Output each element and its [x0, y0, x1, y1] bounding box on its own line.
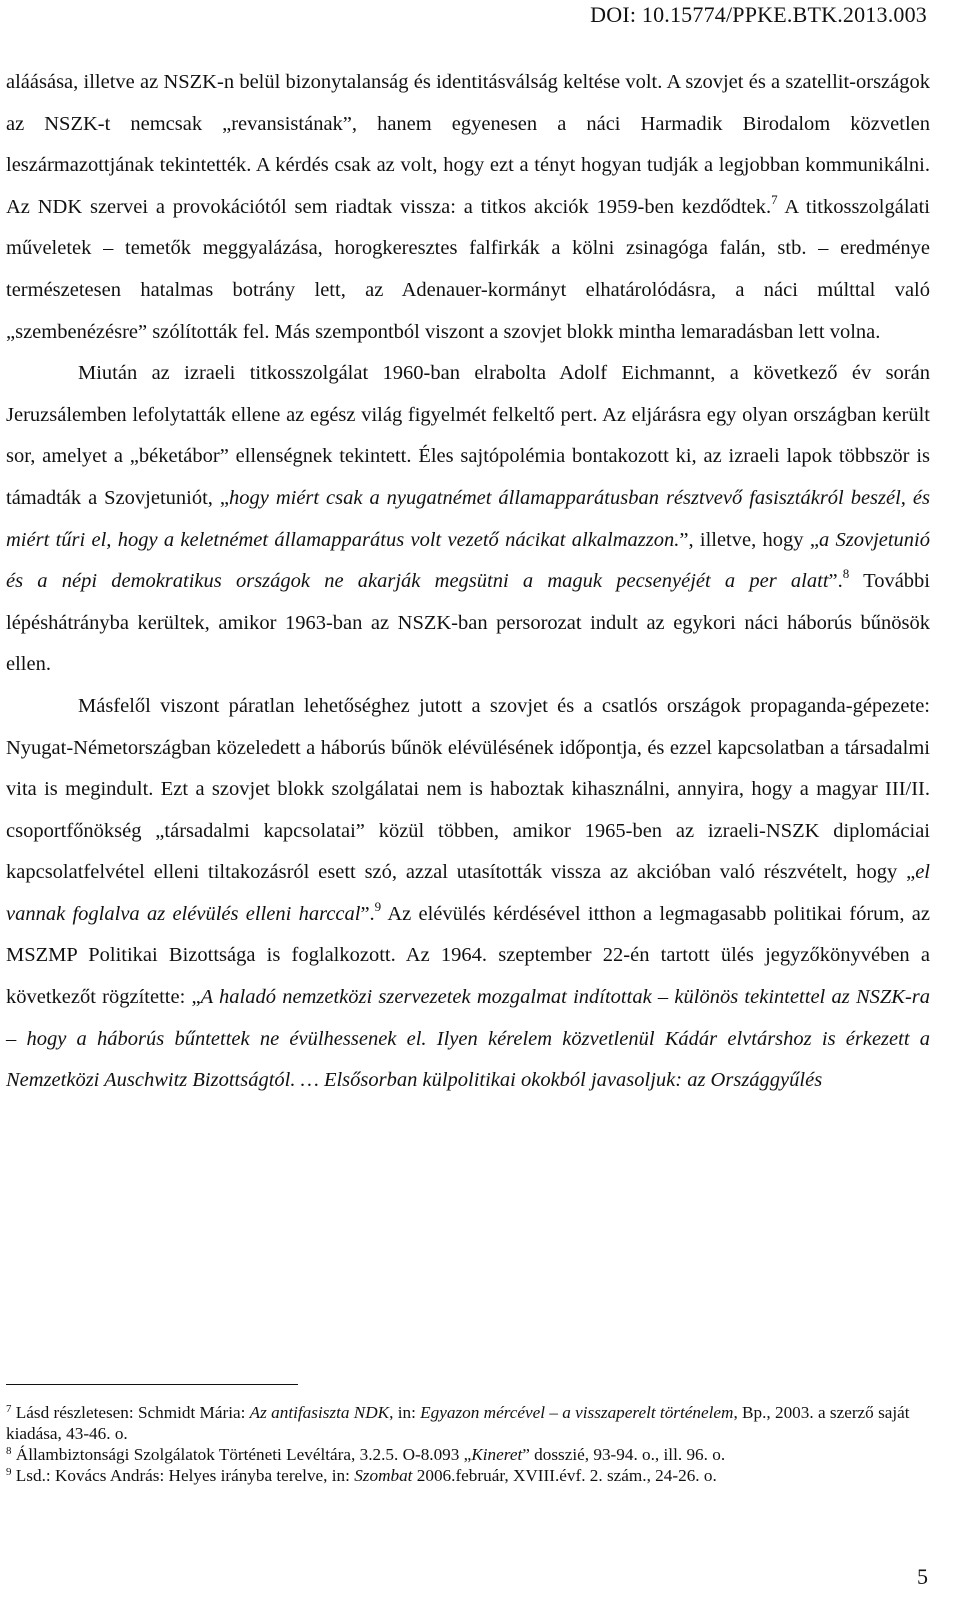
footnote-7 [6, 1402, 930, 1444]
title-italic: Kineret [471, 1445, 523, 1464]
footnote-ref-7[interactable]: 7 [771, 191, 778, 207]
quote-italic: el vannak foglalva az elévülés elleni harccal [6, 861, 930, 925]
paragraph-1 [6, 62, 930, 353]
text-run: , Bp., 2003. a szerző saját kiadása, 43-46. o. [6, 1403, 910, 1443]
title-italic: Szombat [354, 1466, 413, 1485]
text-run: ”, illetve, hogy „ [679, 528, 819, 551]
footnote-number: 9 [6, 1466, 12, 1478]
title-italic: Egyazon mércével – a visszaperelt történelem [420, 1403, 734, 1422]
text-run: Lásd részletesen: Schmidt Mária: [11, 1403, 250, 1422]
text-run: Az elévülés kérdésével itthon a legmagasabb politikai fórum, az MSZMP Politikai Bizottsága is foglalkozott. Az 1964. szeptember 22-én tartott ülés jegyzőkönyvében a következőt rögzítette: „ [6, 902, 930, 1009]
text-run: Másfelől viszont páratlan lehetőséghez jutott a szovjet és a csatlós országok propaganda-gépezete: Nyugat-Németországban közeledett a háborús bűnök elévülésének időpontja, és ezzel kapcsolatban a társadalmi vita is megindult. Ezt a szovjet blokk szolgálatai nem is haboztak kihasználni, annyira, hogy a magyar III/II. csoportfőnökség „társadalmi kapcsolatai” közül többen, amikor 1965-ben az izraeli-NSZK diplomáciai kapcsolatfelvétel elleni tiltakozásról esett szó, azzal utasították vissza az akcióban való részvételt, hogy „ [6, 694, 930, 884]
text-run: A titkosszolgálati műveletek – temetők meggyalázása, horogkeresztes falfirkák a kölni zsinagóga falán, stb. – eredménye természetesen hatalmas botrány lett, az Adenauer-kormányt elhatárolódásra, a náci múlttal való „szembenézésre” szólították fel. Más szempontból viszont a szovjet blokk mintha lemaradásban lett volna. [6, 195, 931, 343]
paragraph-2 [6, 353, 930, 686]
footnote-8 [6, 1444, 930, 1465]
text-run: aláásása, illetve az NSZK-n belül bizonytalanság és identitásválság keltése volt. A szovjet és a szatellit-országok az NSZK-t nemcsak „revansistának”, hanem egyenesen a náci Harmadik Birodalom közvetlen leszármazottjának tekintették. A kérdés csak az volt, hogy ezt a tényt hogyan tudják a legjobban kommunikálni. Az NDK szervei a provokációtól sem riadtak vissza: a titkos akciók 1959-ben kezdődtek. [6, 71, 930, 218]
page-number: 5 [917, 1564, 928, 1589]
text-run: Miután az izraeli titkosszolgálat 1960-ban elrabolta Adolf Eichmannt, a következő év során Jeruzsálemben lefolytatták ellene az egész világ figyelmét felkeltő pert. Az eljárásra egy olyan országban került sor, amelyet a „béketábor” ellenségnek tekintett. Éles sajtópolémia bontakozott ki, az izraeli lapok többször is támadták a Szovjetuniót, „ [6, 362, 930, 509]
text-run: Lsd.: Kovács András: Helyes irányba terelve, in: [11, 1466, 355, 1485]
text-run: ”. [360, 902, 375, 925]
text-run: ”. [828, 570, 843, 593]
footnote-number: 7 [6, 1403, 12, 1415]
text-run: További lépéshátrányba kerültek, amikor 1963-ban az NSZK-ban persorozat indult az egykori náci háborús bűnösök ellen. [6, 570, 931, 676]
text-run: , in: [389, 1403, 421, 1422]
footnote-number: 8 [6, 1445, 12, 1457]
footnote-ref-9[interactable]: 9 [374, 898, 382, 914]
title-italic: Az antifasiszta NDK [249, 1403, 390, 1422]
doi-header: DOI: 10.15774/PPKE.BTK.2013.003 [590, 2, 927, 27]
quote-italic: A haladó nemzetközi szervezetek mozgalmat indítottak – különös tekintettel az NSZK-ra – hogy a háborús bűntettek ne évülhessenek el. Ilyen kérelem közvetlenül Kádár elvtárshoz is érkezett a Nemzetközi Auschwitz Bizottságtól. … Elsősorban külpolitikai okokból javasoljuk: az Országgyűlés [6, 986, 931, 1092]
footnote-9 [6, 1465, 930, 1486]
text-run: 2006.február, XVIII.évf. 2. szám., 24-26. o. [412, 1466, 717, 1485]
quote-italic: hogy miért csak a nyugatnémet államapparátusban résztvevő fasisztákról beszél, és miért tűri el, hogy a keletnémet államapparátus volt vezető nácikat alkalmazzon. [6, 486, 930, 551]
text-run: Állambiztonsági Szolgálatok Történeti Levéltára, 3.2.5. O-8.093 „ [11, 1445, 472, 1464]
footnotes [6, 1402, 930, 1486]
quote-italic: a Szovjetunió és a népi demokratikus országok ne akarják megsütni a maguk pecsenyéjét a per alatt [6, 528, 931, 593]
footnote-divider [6, 1384, 298, 1385]
paragraph-3 [6, 686, 930, 1102]
footnote-ref-8[interactable]: 8 [842, 566, 850, 582]
text-run: ” dosszié, 93-94. o., ill. 96. o. [522, 1445, 726, 1464]
main-text [6, 62, 930, 1102]
